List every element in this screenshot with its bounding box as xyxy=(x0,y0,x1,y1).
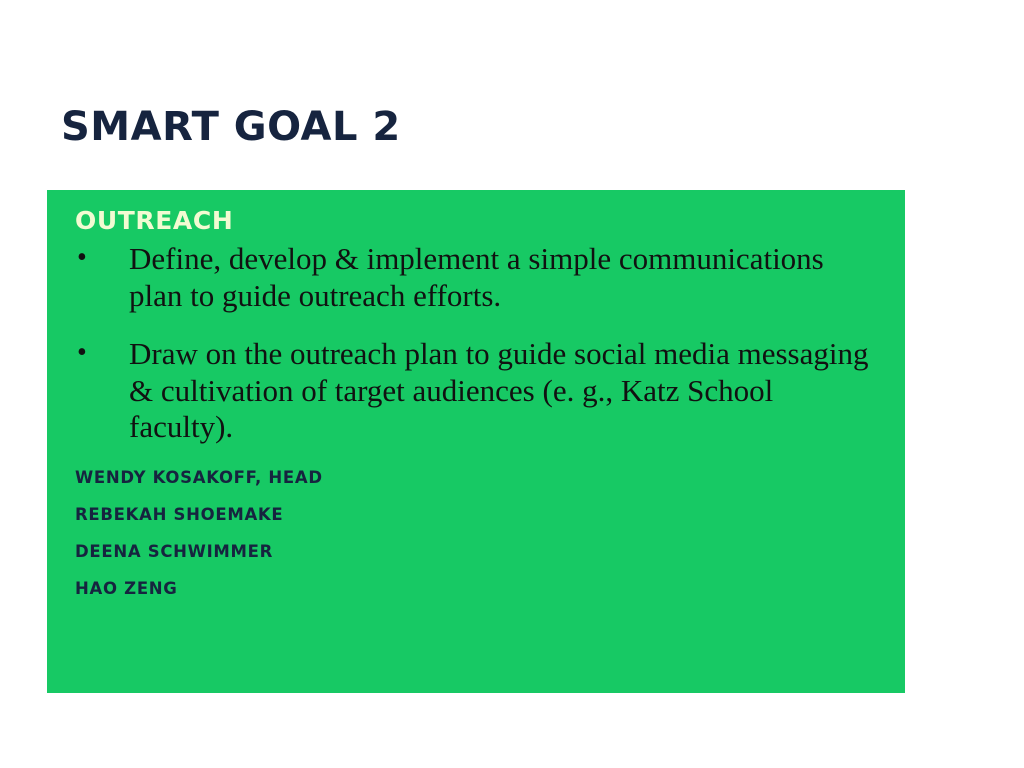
team-member-list xyxy=(75,468,877,598)
bullet-list xyxy=(61,241,877,446)
list-item: • Draw on the outreach plan to guide social media messaging & cultivation of target audiences (e. g., Katz School faculty). xyxy=(61,336,877,446)
list-item: DEENA SCHWIMMER xyxy=(75,541,274,561)
outreach-panel xyxy=(47,190,905,693)
list-item: REBEKAH SHOEMAKE xyxy=(75,504,284,524)
list-item: • Define, develop & implement a simple communications plan to guide outreach efforts. xyxy=(61,241,877,314)
page-title: SMART GOAL 2 xyxy=(61,104,401,150)
list-item: HAO ZENG xyxy=(75,578,178,598)
list-item: WENDY KOSAKOFF, HEAD xyxy=(75,467,323,487)
panel-heading: OUTREACH xyxy=(75,206,234,235)
